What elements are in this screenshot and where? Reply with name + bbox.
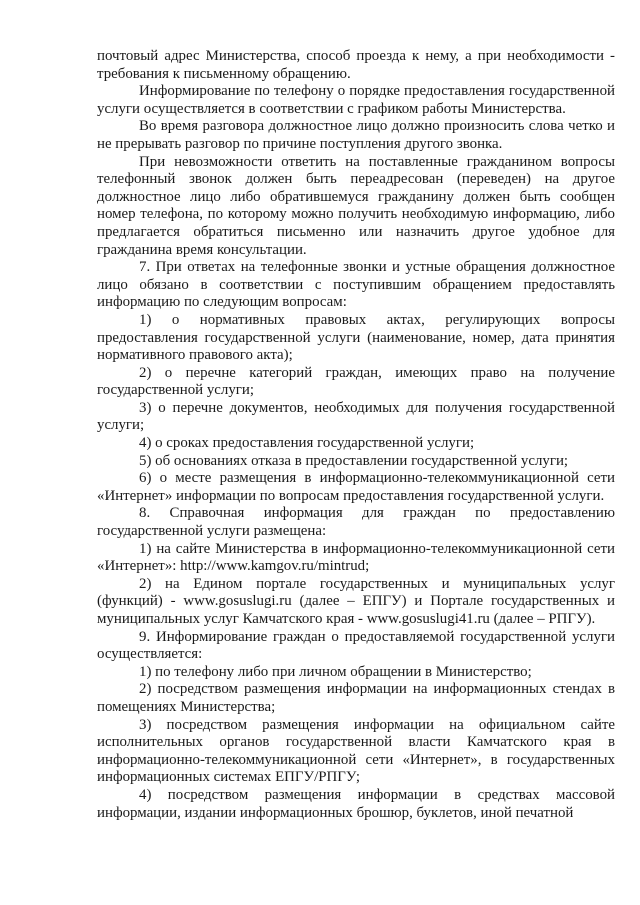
paragraph-item-8: 8. Справочная информация для граждан по предоставлению государственной услуги размещена: [97,505,615,540]
paragraph-call-redirect: При невозможности ответить на поставленные гражданином вопросы телефонный звонок должен быть переадресован (переведен) на другое должностное лицо либо обратившемуся гражданину должен быть сообщен номер телефона, по которому можно получить необходимую информацию, либо предлагается обратиться письменно или назначить другое удобное для гражданина время консультации. [97,153,615,258]
list-item-7-5: 5) об основаниях отказа в предоставлении государственной услуги; [139,452,569,469]
list-item-8-2: 2) на Едином портале государственных и муниципальных услуг (функций) - www.gosuslugi.ru (далее – ЕПГУ) и Портале государственных и муниципальных услуг Камчатского края - www.gosuslugi41.ru (далее – РПГУ). [97,575,615,627]
list-item-9-4: 4) посредством размещения информации в средствах массовой информации, издании информационных брошюр, буклетов, иной печатной [97,786,615,821]
list-item-7-6: 6) о месте размещения в информационно-телекоммуникационной сети «Интернет» информации по вопросам предоставления государственной услуги. [97,470,615,504]
document-body [97,48,615,822]
list-item-9-2: 2) посредством размещения информации на информационных стендах в помещениях Министерства; [97,681,615,715]
paragraph-conversation: Во время разговора должностное лицо должно произносить слова четко и не прерывать разговор по причине поступления другого звонка. [97,118,615,152]
list-item-7-3: 3) о перечне документов, необходимых для получения государственной услуги; [97,399,615,434]
list-item-7-4: 4) о сроках предоставления государственной услуги; [139,435,475,452]
list-item-7-1: 1) о нормативных правовых актах, регулирующих вопросы предоставления государственной услуги (наименование, номер, дата принятия нормативного правового акта); [97,311,615,364]
list-item-8-1: 1) на сайте Министерства в информационно-телекоммуникационной сети «Интернет»: http://www.kamgov.ru/mintrud; [97,540,615,575]
paragraph-item-9: 9. Информирование граждан о предоставляемой государственной услуги осуществляется: [97,628,615,663]
paragraph-phone-informing: Информирование по телефону о порядке предоставления государственной услуги осуществляется в соответствии с графиком работы Министерства. [97,83,615,117]
list-item-9-1: 1) по телефону либо при личном обращении в Министерство; [139,663,532,680]
list-item-7-2: 2) о перечне категорий граждан, имеющих право на получение государственной услуги; [97,364,615,399]
paragraph-postal-address: почтовый адрес Министерства, способ проезда к нему, а при необходимости - требования к письменному обращению. [97,48,615,82]
paragraph-item-7: 7. При ответах на телефонные звонки и устные обращения должностное лицо обязано в соответствии с поступившим обращением предоставлять информацию по следующим вопросам: [97,259,615,311]
list-item-9-3: 3) посредством размещения информации на официальном сайте исполнительных органов государственной власти Камчатского края в информационно-телекоммуникационной сети «Интернет», в государственных информационных системах ЕПГУ/РПГУ; [97,716,615,786]
